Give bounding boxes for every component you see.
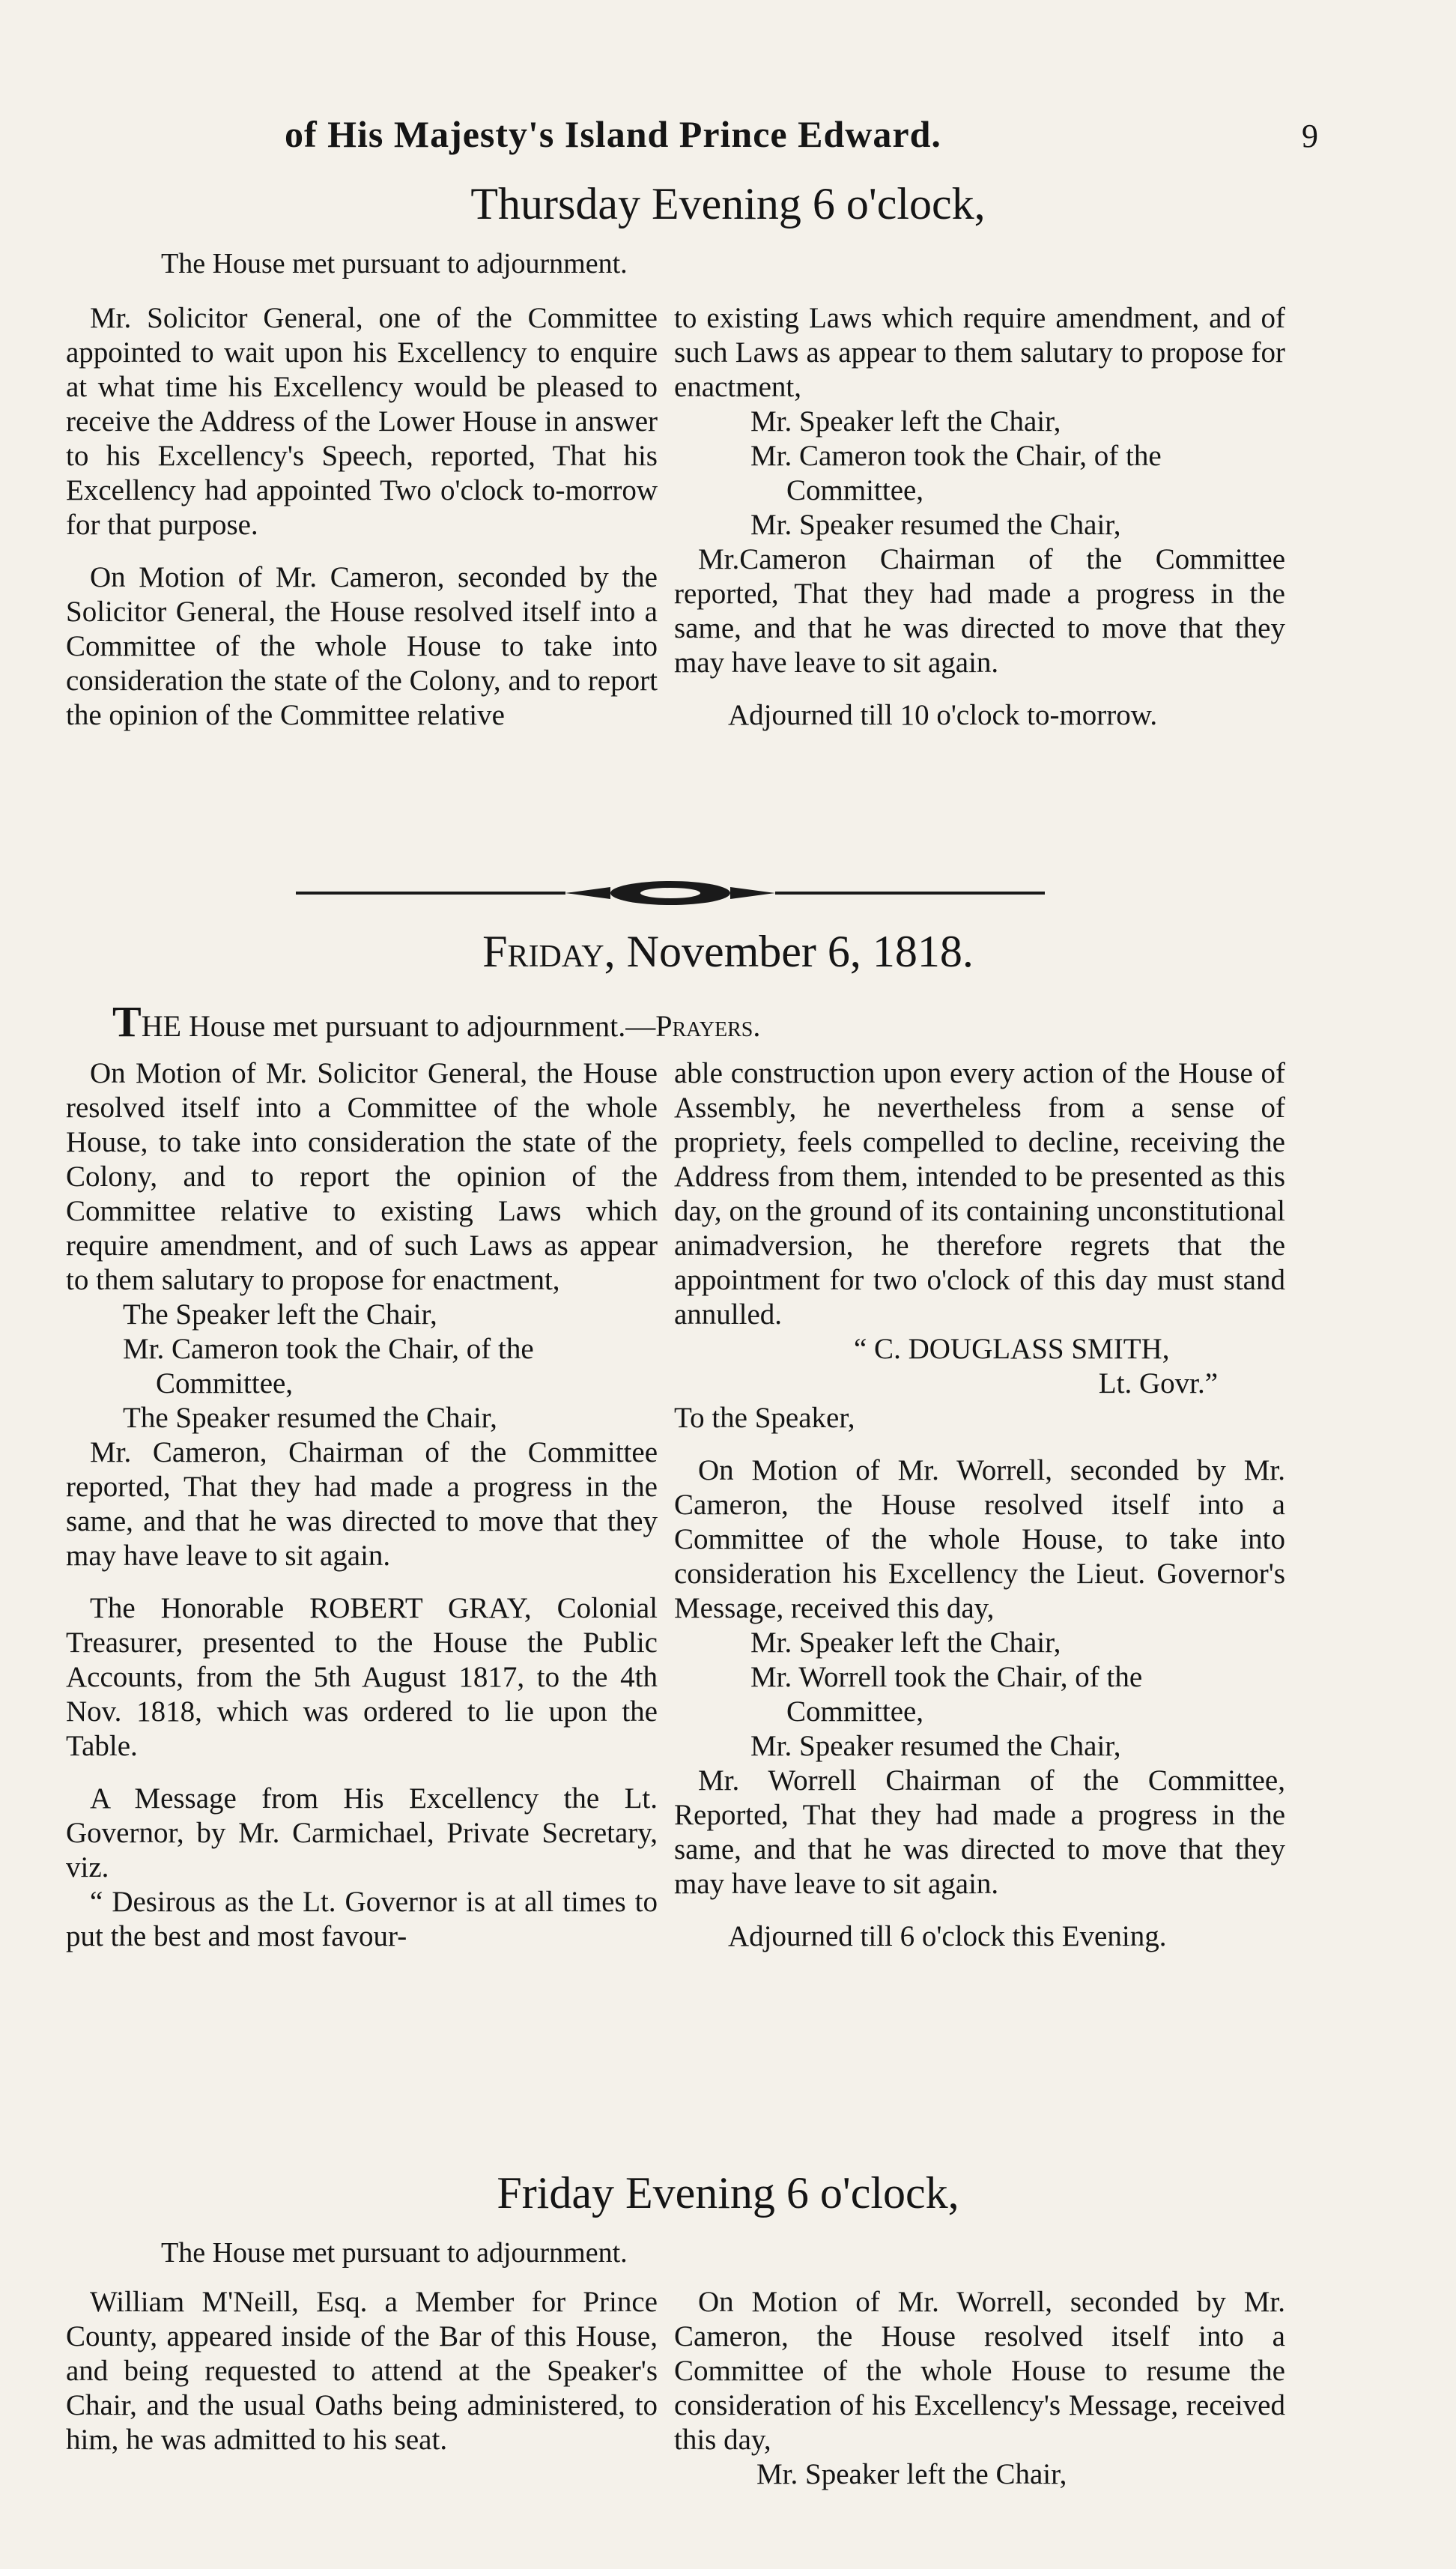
drop-cap: T <box>112 997 142 1046</box>
adjourned-line: Adjourned till 6 o'clock this Evening. <box>728 1920 1167 1952</box>
page-number: 9 <box>1302 118 1318 154</box>
paragraph: Mr.Cameron Chairman of the Committee reported, That they had made a progress in the same, and that he was directed to move that they may have leave to sit again. <box>674 543 1285 679</box>
speaker-left-line: Mr. Speaker left the Chair, <box>750 1627 1061 1659</box>
friday-evening-right-column <box>674 2285 1285 2492</box>
running-head <box>285 112 1318 156</box>
speaker-left-line: Mr. Speaker left the Chair, <box>756 2458 1067 2490</box>
paragraph: On Motion of Mr. Solicitor General, the House resolved itself into a Committee of the whole House, to take into consideration the state of the Colony, and to report the opinion of the Committee relative to existing Laws which require amendment, and of such Laws as appear to them salutary to propose for enactment, <box>66 1057 658 1296</box>
section-heading-thursday-evening: Thursday Evening 6 o'clock, <box>470 179 986 229</box>
house-met-thursday: The House met pursuant to adjournment. <box>161 248 628 279</box>
took-chair-line: Mr. Cameron took the Chair, of the <box>750 440 1162 472</box>
signature-name: “ C. DOUGLASS SMITH, <box>854 1333 1170 1365</box>
committee-line: Committee, <box>786 474 924 506</box>
committee-line: Committee, <box>156 1367 294 1400</box>
took-chair-line: Mr. Worrell took the Chair, of the <box>750 1661 1143 1693</box>
heading-day: Friday, <box>482 927 616 976</box>
section-heading-friday-evening: Friday Evening 6 o'clock, <box>497 2168 959 2218</box>
speaker-left-line: The Speaker left the Chair, <box>123 1298 437 1331</box>
opening-line <box>112 996 1386 1047</box>
ornamental-divider <box>296 877 1045 910</box>
section-heading-friday <box>0 926 1456 978</box>
prayers-text: Prayers. <box>655 1009 761 1043</box>
paragraph: able construction upon every action of the House of Assembly, he nevertheless from a sense of propriety, feels compelled to decline, receiving the Address from them, intended to be presented as this day, on the ground of its containing unconstitutional animadversion, he therefore regrets that the appointment for two o'clock of this day must stand annulled. <box>674 1057 1285 1331</box>
paragraph: On Motion of Mr. Cameron, seconded by the Solicitor General, the House resolved itself into a Committee of the whole House to take into consideration the state of the Colony, and to report the opinion of the Committee relative <box>66 561 658 731</box>
resumed-chair-line: Mr. Speaker resumed the Chair, <box>750 1730 1121 1762</box>
thursday-left-column <box>66 301 658 733</box>
friday-evening-left-column <box>66 2285 658 2457</box>
thursday-right-column <box>674 301 1285 733</box>
resumed-chair-line: Mr. Speaker resumed the Chair, <box>750 509 1121 541</box>
paragraph: The Honorable ROBERT GRAY, Colonial Treasurer, presented to the House the Public Accounts, from the 5th August 1817, to the 4th Nov. 1818, which was ordered to lie upon the Table. <box>66 1592 658 1762</box>
took-chair-line: Mr. Cameron took the Chair, of the <box>123 1333 534 1365</box>
heading-date: November 6, 1818. <box>626 927 974 976</box>
paragraph: On Motion of Mr. Worrell, seconded by Mr. Cameron, the House resolved itself into a Committee of the whole House, to take into consideration his Excellency the Lieut. Governor's Message, received this day, <box>674 1454 1285 1624</box>
adjourned-line: Adjourned till 10 o'clock to-morrow. <box>728 699 1158 731</box>
running-title: of His Majesty's Island Prince Edward. <box>285 113 941 155</box>
paragraph: Mr. Worrell Chairman of the Committee, Reported, That they had made a progress in the same, and that he was directed to move that they may have leave to sit again. <box>674 1764 1285 1900</box>
paragraph: Mr. Cameron, Chairman of the Committee reported, That they had made a progress in the same, and that he was directed to move that they may have leave to sit again. <box>66 1436 658 1572</box>
paragraph: to existing Laws which require amendment, and of such Laws as appear to them salutary to propose for enactment, <box>674 302 1285 403</box>
resumed-chair-line: The Speaker resumed the Chair, <box>123 1402 497 1434</box>
paragraph: Mr. Solicitor General, one of the Committee appointed to wait upon his Excellency to enquire at what time his Excellency would be pleased to receive the Address of the Lower House in answer to his Excellency's Speech, reported, That his Excellency had appointed Two o'clock to-morrow for that purpose. <box>66 302 658 541</box>
signature-title: Lt. Govr.” <box>1098 1367 1218 1400</box>
committee-line: Committee, <box>786 1695 924 1728</box>
friday-left-column <box>66 1056 658 1954</box>
opening-text: HE House met pursuant to adjournment.— <box>141 1009 656 1043</box>
paragraph: William M'Neill, Esq. a Member for Prince County, appeared inside of the Bar of this House, and being requested to attend at the Speaker's Chair, and the usual Oaths being administered, to him, he was admitted to his seat. <box>66 2286 658 2456</box>
to-speaker-line: To the Speaker, <box>674 1402 855 1434</box>
friday-right-column <box>674 1056 1285 1954</box>
paragraph: A Message from His Excellency the Lt. Governor, by Mr. Carmichael, Private Secretary, viz. <box>66 1782 658 1883</box>
paragraph: “ Desirous as the Lt. Governor is at all times to put the best and most favour- <box>66 1886 658 1952</box>
paragraph: On Motion of Mr. Worrell, seconded by Mr. Cameron, the House resolved itself into a Committee of the whole House to resume the consideration of his Excellency's Message, received this day, <box>674 2286 1285 2456</box>
house-met-friday-evening: The House met pursuant to adjournment. <box>161 2237 628 2269</box>
speaker-left-line: Mr. Speaker left the Chair, <box>750 405 1061 438</box>
